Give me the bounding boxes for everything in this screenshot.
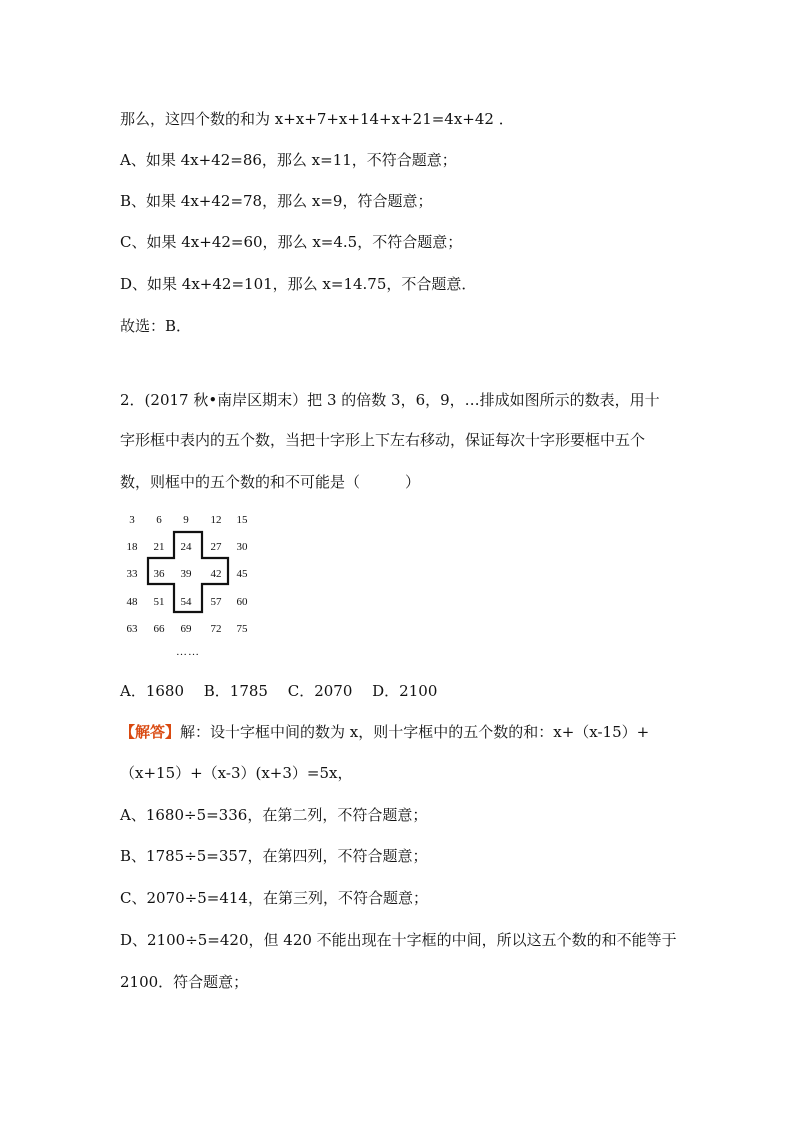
solution-intro: 解：设十字框中间的数为 x，则十字框中的五个数的和：x+（x-15）+ [180,723,650,741]
solution-tag: 【解答】 [120,723,181,741]
table-cell: 33 [126,568,138,580]
table-cell: 15 [236,514,248,526]
solution-option-b: B、1785÷5=357，在第四列，不符合题意； [120,847,428,865]
solution-option-a: A、1680÷5=336，在第二列，不符合题意； [120,806,428,824]
text-line-option-b: B、如果 4x+42=78，那么 x=9，符合题意； [120,192,433,210]
table-cell: 57 [210,596,222,608]
table-cell: 9 [183,514,189,526]
text-line-option-c: C、如果 4x+42=60，那么 x=4.5，不符合题意； [120,233,463,251]
question-2-line-2: 字形框中表内的五个数，当把十字形上下左右移动，保证每次十字形要框中五个 [120,431,646,449]
table-cell: 72 [210,623,222,635]
solution-option-d-2: 2100．符合题意； [120,973,249,991]
table-cell: 27 [210,541,222,553]
table-cell: 75 [236,623,248,635]
number-table-figure [118,508,268,658]
solution-line-2: （x+15）+（x-3）(x+3）=5x， [120,764,353,782]
table-cell: 51 [153,596,165,608]
table-cell: 3 [129,514,135,526]
text-line-option-a: A、如果 4x+42=86，那么 x=11，不符合题意； [120,151,457,169]
table-cell: 54 [180,596,192,608]
table-cell: 36 [153,568,165,580]
text-line-option-d: D、如果 4x+42=101，那么 x=14.75，不合题意． [120,275,477,293]
table-ellipsis: …… [176,646,200,658]
question-2-choices: A．1680 B．1785 C．2070 D．2100 [120,682,438,700]
solution-option-d-1: D、2100÷5=420，但 420 不能出现在十字框的中间，所以这五个数的和不能等于 [120,931,677,949]
table-cell: 39 [180,568,192,580]
table-cell: 60 [236,596,248,608]
table-cell: 12 [210,514,222,526]
table-cell: 21 [153,541,165,553]
table-cell: 30 [236,541,248,553]
table-cell: 42 [210,568,222,580]
table-cell: 24 [180,541,192,553]
question-2-line-1: 2．(2017 秋•南岸区期末）把 3 的倍数 3，6，9，…排成如图所示的数表，用十 [120,391,660,409]
solution-option-c: C、2070÷5=414，在第三列，不符合题意； [120,889,428,907]
table-cell: 66 [153,623,165,635]
table-cell: 69 [180,623,192,635]
table-cell: 63 [126,623,138,635]
table-cell: 6 [156,514,162,526]
question-2-line-3: 数，则框中的五个数的和不可能是（ ） [120,473,421,491]
solution-line-1 [120,722,649,742]
text-line-sum: 那么，这四个数的和为 x+x+7+x+14+x+21=4x+42 ． [120,110,514,128]
table-cell: 18 [126,541,138,553]
text-line-answer: 故选：B． [120,317,192,335]
table-cell: 48 [126,596,138,608]
table-cell: 45 [236,568,248,580]
